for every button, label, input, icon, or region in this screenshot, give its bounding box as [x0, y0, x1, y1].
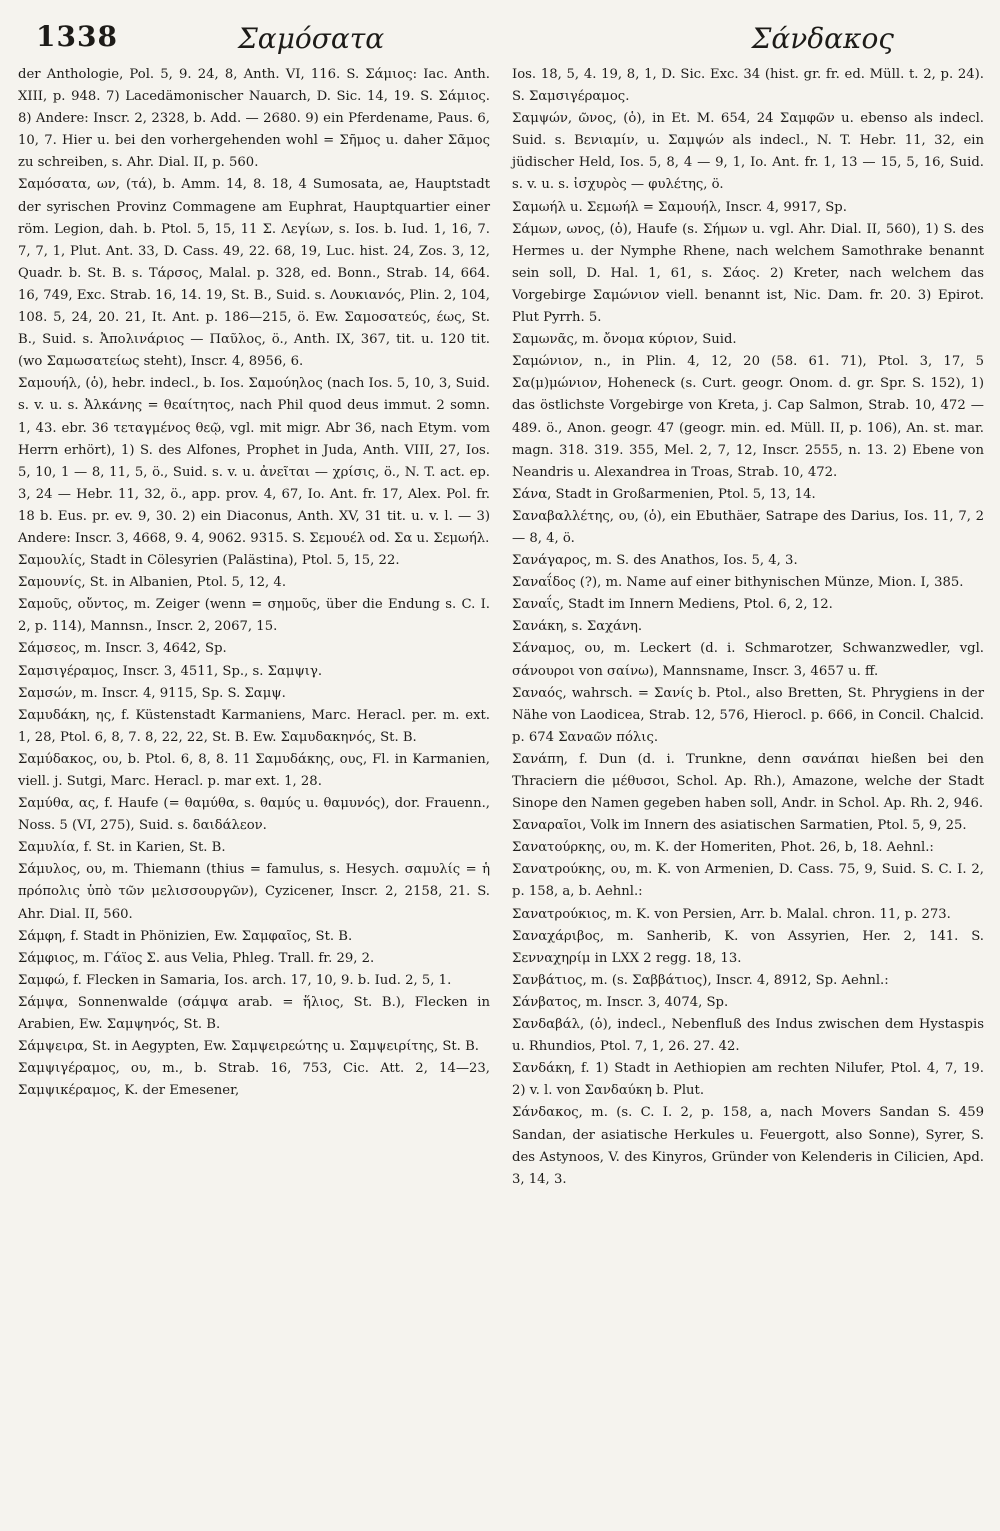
dictionary-entry: Σαναχάριβος, m. Sanherib, K. von Assyrien, Her. 2, 141. S. Σενναχηρίμ in LXX 2 regg. 18, 13. [512, 928, 984, 966]
dictionary-entry: Σάμων, ωνος, (ὁ), Haufe (s. Σήμων u. vgl. Ahr. Dial. II, 560), 1) S. des Hermes u. der Nymphe Rhene, nach welchem Samothrake benannt sein soll, D. Hal. 1, 61, s. Σάος. 2) Kreter, nach welchem das Vorgebirge Σαμώνιον viell. benannt ist, Nic. Dam. fr. 20. 3) Epirot. Plut Pyrrh. 5. [512, 221, 984, 326]
dictionary-entry: Σανδάκη, f. 1) Stadt in Aethiopien am rechten Nilufer, Ptol. 4, 7, 19. 2) v. l. von Σανδαύκη b. Plut. [512, 1061, 984, 1099]
dictionary-entry: Σαμουλίς, Stadt in Cölesyrien (Palästina), Ptol. 5, 15, 22. [18, 553, 400, 569]
dictionary-page [18, 16, 984, 1516]
dictionary-entry: Σαμουήλ, (ὁ), hebr. indecl., b. Ios. Σαμούηλος (nach Ios. 5, 10, 3, Suid. s. v. u. s. Ἀλκάνης = θεαίτητος, nach Phil quod deus immut. 2 somn. 1, 43. ebr. 36 τεταγμένος θεῷ, vgl. mit migr. Abr 36, nach Etym. vom Herrn erhört), 1) S. des Alfones, Prophet in Juda, Anth. VIII, 27, Ios. 5, 10, 1 — 8, 11, 5, ö., Suid. s. v. u. ἀνεῖται — χρίσις, ö., N. T. act. ep. 3, 24 — Hebr. 11, 32, ö., app. prov. 4, 67, Io. Ant. fr. 17, Alex. Pol. fr. 18 b. Eus. pr. ev. 9, 30. 2) ein Diaconus, Anth. XV, 31 tit. u. v. l. — 3) Andere: Inscr. 3, 4668, 9. 4, 9062. 9315. S. Σεμουέλ od. Σα u. Σεμωήλ. [18, 376, 490, 546]
dictionary-entry: Σαμοῦς, οὔντος, m. Zeiger (wenn = σημοῦς, über die Endung s. C. I. 2, p. 114), Mannsn., Inscr. 2, 2067, 15. [18, 597, 490, 635]
dictionary-entry: Σαναΐδος (?), m. Name auf einer bithynischen Münze, Mion. I, 385. [512, 575, 964, 591]
page-number: 1338 [36, 20, 118, 53]
dictionary-entry: Σάμφιος, m. Γάϊος Σ. aus Velia, Phleg. Trall. fr. 29, 2. [18, 950, 375, 966]
dictionary-entry: Σάνα, Stadt in Großarmenien, Ptol. 5, 13, 14. [512, 486, 816, 502]
dictionary-entry: Σαμσιγέραμος, Inscr. 3, 4511, Sp., s. Σαμψιγ. [18, 663, 323, 679]
dictionary-entry: der Anthologie, Pol. 5, 9. 24, 8, Anth. VI, 116. S. Σάμιος: Iac. Anth. XIII, p. 948. 7) Lacedämonischer Nauarch, D. Sic. 14, 19. S. Σάμιος. 8) Andere: Inscr. 2, 2328, b. Add. — 2680. 9) ein Pferdename, Paus. 6, 10, 7. Hier u. bei den vorhergehenden wohl = Σῆμος u. daher Σᾶμος zu schreiben, s. Ahr. Dial. II, p. 560. [18, 67, 490, 171]
left-column [18, 64, 490, 1191]
left-headword: Σαμόσατα [238, 22, 385, 55]
dictionary-entry: Σαμουνίς, St. in Albanien, Ptol. 5, 12, 4. [18, 575, 287, 591]
dictionary-entry: Σαμόσατα, ων, (τά), b. Amm. 14, 8. 18, 4 Sumosata, ae, Hauptstadt der syrischen Provinz Commagene am Euphrat, Hauptquartier einer röm. Legion, dah. b. Ptol. 5, 15, 11 Σ. Λεγίων, s. Ios. b. Iud. 1, 16, 7. 7, 7, 1, Plut. Ant. 33, D. Cass. 49, 22. 68, 19, Luc. hist. 24, Zos. 3, 12, Quadr. b. St. B. s. Τάρσος, Malal. p. 328, ed. Bonn., Strab. 14, 664. 16, 749, Exc. Strab. 16, 14. 19, St. B., Suid. s. Λουκιανός, Plin. 2, 104, 108. 5, 24, 20. 21, It. Ant. p. 186—215, ö. Ew. Σαμοσατεύς, έως, St. B., Suid. s. Ἀπολινάριος — Παῦλος, ö., Anth. IX, 367, tit. u. 120 tit. (wo Σαμωσατείως steht), Inscr. 4, 8956, 6. [18, 177, 490, 370]
dictionary-entry: Σαμφώ, f. Flecken in Samaria, Ios. arch. 17, 10, 9. b. Iud. 2, 5, 1. [18, 972, 452, 988]
dictionary-entry: Σαναραῖοι, Volk im Innern des asiatischen Sarmatien, Ptol. 5, 9, 25. [512, 818, 967, 834]
dictionary-entry: Σάνβατος, m. Inscr. 3, 4074, Sp. [512, 994, 729, 1010]
dictionary-entry: Σάμφη, f. Stadt in Phönizien, Ew. Σαμφαῖος, St. B. [18, 928, 353, 944]
dictionary-entry: Σάνδακος, m. (s. C. I. 2, p. 158, a, nach Movers Sandan S. 459 Sandan, der asiatische Herkules u. Feuergott, also Sonne), Syrer, S. des Astynoos, V. des Kinyros, Gründer von Kelenderis in Cilicien, Apd. 3, 14, 3. [512, 1105, 984, 1187]
dictionary-entry: Σανάκη, s. Σαχάνη. [512, 619, 643, 635]
dictionary-entry: Σανάγαρος, m. S. des Anathos, Ios. 5, 4, 3. [512, 553, 798, 569]
dictionary-entry: Σάμυλος, ου, m. Thiemann (thius = famulus, s. Hesych. σαμυλίς = ἡ πρόπολις ὑπὸ τῶν μελισσουργῶν), Cyzicener, Inscr. 2, 2158, 21. S. Ahr. Dial. II, 560. [18, 862, 490, 922]
dictionary-entry: Σάμσεος, m. Inscr. 3, 4642, Sp. [18, 641, 227, 657]
dictionary-entry: Σανάπη, f. Dun (d. i. Trunkne, denn σανάπαι hießen bei den Thraciern die μέθυσοι, Schol. Ap. Rh.), Amazone, welche der Stadt Sinope den Namen gegeben haben soll, Andr. in Schol. Ap. Rh. 2, 946. [512, 751, 984, 812]
dictionary-entry: Σαμωήλ u. Σεμωήλ = Σαμουήλ, Inscr. 4, 9917, Sp. [512, 199, 847, 215]
dictionary-entry: Σανδαβάλ, (ὁ), indecl., Nebenfluß des Indus zwischen dem Hystaspis u. Rhundios, Ptol. 7, 1, 26. 27. 42. [512, 1017, 984, 1055]
dictionary-entry: Σανατούρκης, ου, m. K. der Homeriten, Phot. 26, b, 18. Aehnl.: [512, 840, 934, 856]
right-column [512, 64, 984, 1191]
right-headword: Σάνδακος [751, 22, 894, 55]
dictionary-entry: Σαναΐς, Stadt im Innern Mediens, Ptol. 6, 2, 12. [512, 597, 833, 613]
dictionary-entry: Σάμψα, Sonnenwalde (σάμψα arab. = ἥλιος, St. B.), Flecken in Arabien, Ew. Σαμψηνός, St. B. [18, 994, 490, 1033]
dictionary-entry: Σανατρούκιος, m. K. von Persien, Arr. b. Malal. chron. 11, p. 273. [512, 906, 951, 922]
dictionary-entry: Σαναβαλλέτης, ου, (ὁ), ein Ebuthäer, Satrape des Darius, Ios. 11, 7, 2 — 8, 4, ö. [512, 508, 984, 546]
dictionary-entry: Σανατρούκης, ου, m. K. von Armenien, D. Cass. 75, 9, Suid. S. C. I. 2, p. 158, a, b. Aehnl.: [512, 862, 984, 900]
dictionary-entry: Σαμσών, m. Inscr. 4, 9115, Sp. S. Σαμψ. [18, 685, 286, 701]
dictionary-entry: Σαμωνᾶς, m. ὄνομα κύριον, Suid. [512, 332, 737, 348]
dictionary-entry: Σαμψιγέραμος, ου, m., b. Strab. 16, 753, Cic. Att. 2, 14—23, Σαμψικέραμος, K. der Emesener, [18, 1061, 490, 1099]
dictionary-entry: Σάμψειρα, St. in Aegypten, Ew. Σαμψειρεώτης u. Σαμψειρίτης, St. B. [18, 1039, 479, 1055]
dictionary-entry: Σαμύθα, ας, f. Haufe (= θαμύθα, s. θαμύς u. θαμυνός), dor. Frauenn., Noss. 5 (VI, 275), Suid. s. δαιδάλεον. [18, 796, 490, 834]
dictionary-entry: Σαμύδακος, ου, b. Ptol. 6, 8, 8. 11 Σαμυδάκης, ους, Fl. in Karmanien, viell. j. Sutgi, Marc. Heracl. p. mar ext. 1, 28. [18, 751, 490, 789]
text-columns [18, 64, 984, 1191]
dictionary-entry: Σαναός, wahrsch. = Σανίς b. Ptol., also Bretten, St. Phrygiens in der Nähe von Laodicea, Strab. 12, 576, Hierocl. p. 666, in Concil. Chalcid. p. 674 Σαναῶν πόλις. [512, 685, 984, 745]
dictionary-entry: Σαμψών, ῶνος, (ὁ), in Et. M. 654, 24 Σαμφῶν u. ebenso als indecl. Suid. s. Βενιαμίν, u. Σαμψών als indecl., N. T. Hebr. 11, 32, ein jüdischer Held, Ios. 5, 8, 4 — 9, 1, Io. Ant. fr. 1, 13 — 15, 5, 16, Suid. s. v. u. s. ἰσχυρὸς — φυλέτης, ö. [512, 111, 984, 193]
dictionary-entry: Σάναμος, ου, m. Leckert (d. i. Schmarotzer, Schwanzwedler, vgl. σάνουροι von σαίνω), Mannsname, Inscr. 3, 4657 u. ff. [512, 641, 984, 679]
dictionary-entry: Σανβάτιος, m. (s. Σαββάτιος), Inscr. 4, 8912, Sp. Aehnl.: [512, 972, 889, 988]
dictionary-entry: Σαμώνιον, n., in Plin. 4, 12, 20 (58. 61. 71), Ptol. 3, 17, 5 Σα(μ)μώνιον, Hoheneck (s. Curt. geogr. Onom. d. gr. Spr. S. 152), 1) das östlichste Vorgebirge von Kreta, j. Cap Salmon, Strab. 10, 472 — 489. ö., Anon. geogr. 47 (geogr. min. ed. Müll. II, p. 106), An. st. mar. magn. 318. 319. 355, Mel. 2, 7, 12, Inscr. 2555, n. 13. 2) Ebene von Neandris u. Alexandrea in Troas, Strab. 10, 472. [512, 354, 984, 480]
dictionary-entry: Ios. 18, 5, 4. 19, 8, 1, D. Sic. Exc. 34 (hist. gr. fr. ed. Müll. t. 2, p. 24). S. Σαμσιγέραμος. [512, 67, 984, 105]
dictionary-entry: Σαμυδάκη, ης, f. Küstenstadt Karmaniens, Marc. Heracl. per. m. ext. 1, 28, Ptol. 6, 8, 7. 8, 22, 22, St. B. Ew. Σαμυδακηνός, St. B. [18, 707, 491, 745]
page-header [18, 16, 984, 60]
dictionary-entry: Σαμυλία, f. St. in Karien, St. B. [18, 840, 226, 856]
